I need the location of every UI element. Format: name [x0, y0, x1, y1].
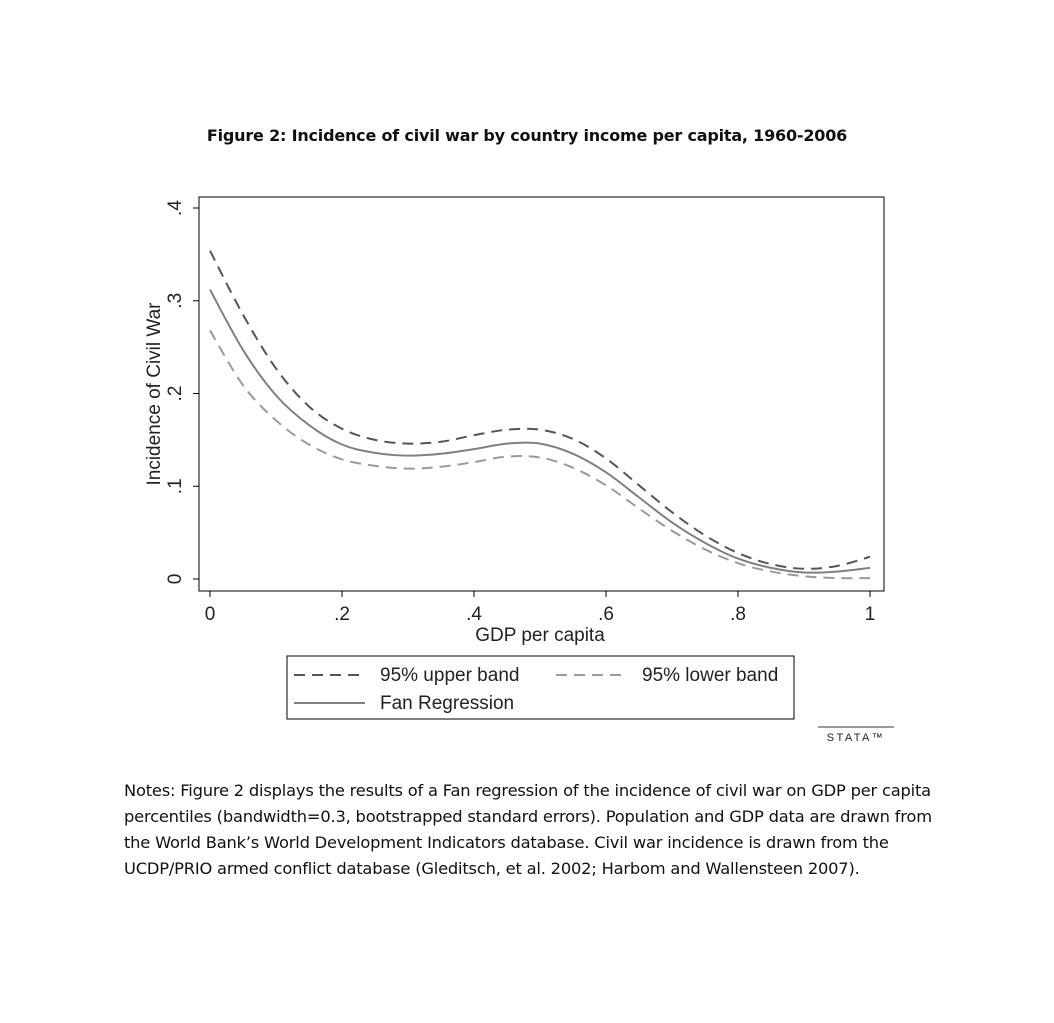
x-tick-label: .2	[334, 604, 350, 625]
x-tick-label: .6	[598, 604, 614, 625]
stata-watermark-text: STATA™	[826, 732, 886, 744]
x-axis-label: GDP per capita	[475, 625, 605, 646]
figure-title: Figure 2: Incidence of civil war by country income per capita, 1960-2006	[206, 126, 848, 145]
y-tick-label: 0	[165, 573, 186, 585]
axes	[165, 197, 884, 625]
x-tick-label: .4	[466, 604, 482, 625]
x-tick-label: .8	[730, 604, 746, 625]
plot-area	[210, 251, 870, 579]
legend-label: Fan Regression	[380, 693, 515, 714]
x-tick-label: 0	[204, 604, 216, 625]
y-axis-label: Incidence of Civil War	[144, 302, 165, 486]
legend-label: 95% lower band	[642, 665, 779, 686]
lower-band-line	[210, 330, 870, 578]
y-tick-label: .4	[165, 200, 186, 216]
legend	[287, 656, 794, 719]
y-tick-label: .1	[165, 478, 186, 495]
plot-frame	[199, 197, 884, 591]
y-tick-label: .2	[165, 385, 186, 402]
y-tick-label: .3	[165, 292, 186, 309]
figure-notes: Notes: Figure 2 displays the results of a Fan regression of the incidence of civil war on GDP per capita percentiles (bandwidth=0.3, bootstrapped standard errors). Population and GDP data are drawn from the World Bank’s World Development Indicators database. Civil war incidence is drawn from the UCDP/PRIO armed conflict database (Gleditsch, et al. 2002; Harbom and Wallensteen 2007).	[124, 781, 932, 878]
upper-band-line	[210, 251, 870, 569]
fan-regression-line	[210, 290, 870, 573]
x-tick-label: 1	[864, 604, 876, 625]
stata-watermark	[818, 727, 894, 744]
legend-label: 95% upper band	[380, 665, 520, 686]
